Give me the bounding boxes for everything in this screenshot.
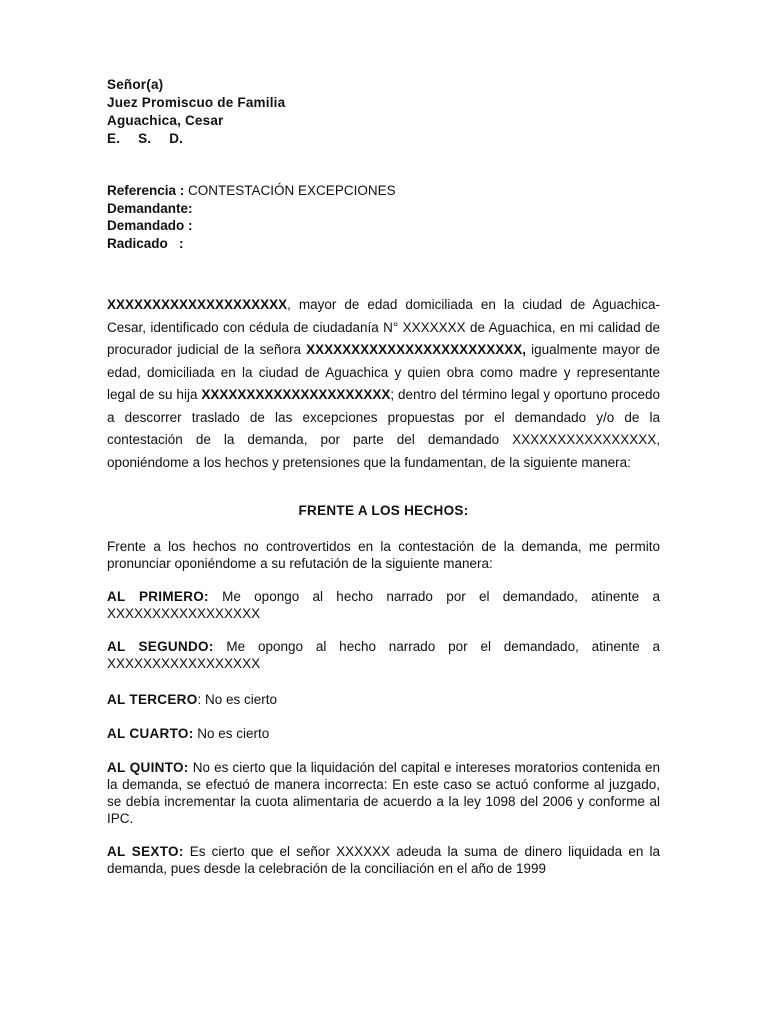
- fact-label: AL PRIMERO:: [107, 589, 209, 604]
- client-name: XXXXXXXXXXXXXXXXXXXXXXXX,: [306, 342, 526, 357]
- fact-item-second: [107, 638, 660, 672]
- addressee-judge: Juez Promiscuo de Familia: [107, 95, 286, 110]
- fact-item-fifth: [107, 759, 660, 827]
- filing-number-separator: :: [167, 235, 184, 251]
- reference-block: [107, 182, 660, 252]
- fact-label: AL CUARTO:: [107, 726, 194, 741]
- plaintiff-line: [107, 200, 660, 218]
- fact-text: Me opongo al hecho narrado por el demandado, atinente a XXXXXXXXXXXXXXXXX: [107, 589, 660, 621]
- reference-line: [107, 182, 660, 200]
- filing-number-label: Radicado: [107, 235, 168, 251]
- addressee-salutation: Señor(a): [107, 77, 164, 92]
- fact-label: AL SEGUNDO:: [107, 639, 214, 654]
- defendant-label: Demandado :: [107, 218, 193, 233]
- reference-value: CONTESTACIÓN EXCEPCIONES: [188, 183, 396, 198]
- fact-item-third: [107, 691, 660, 708]
- intro-paragraph: [107, 294, 660, 474]
- reference-separator: :: [176, 183, 189, 198]
- fact-text: Es cierto que el señor XXXXXX adeuda la suma de dinero liquidada en la demanda, pues desde la celebración de la conciliación en el año de 1999: [107, 844, 660, 876]
- plaintiff-label: Demandante:: [107, 200, 193, 216]
- document-page: [107, 76, 660, 877]
- addressee-esd: E. S. D.: [107, 131, 184, 146]
- section-title: FRENTE A LOS HECHOS:: [298, 503, 469, 518]
- addressee-block: [107, 76, 660, 148]
- fact-item-first: [107, 588, 660, 622]
- defendant-line: [107, 217, 660, 235]
- reference-label: Referencia: [107, 183, 177, 198]
- fact-text: : No es cierto: [197, 692, 278, 707]
- fact-text: Me opongo al hecho narrado por el demandado, atinente a XXXXXXXXXXXXXXXXX: [107, 639, 660, 671]
- addressee-city: Aguachica, Cesar: [107, 113, 224, 128]
- fact-label: AL TERCERO: [107, 692, 198, 707]
- filing-number-line: [107, 235, 660, 253]
- daughter-name: XXXXXXXXXXXXXXXXXXXXX: [201, 387, 391, 402]
- fact-label: AL SEXTO:: [107, 844, 184, 859]
- facts-preamble: Frente a los hechos no controvertidos en la contestación de la demanda, me permito pronunciar oponiéndome a su refutación de la siguiente manera:: [107, 539, 660, 571]
- intro-text-1: , mayor de edad domiciliada en la ciudad de Aguachica-Cesar, identificado con cédula de ciudadanía N° XXXXXXX de Aguachica, en mi calidad de procurador judicial de la señora: [107, 297, 660, 357]
- fact-text: No es cierto que la liquidación del capital e intereses moratorios contenida en la demanda, se efectuó de manera incorrecta: En este caso se actuó conforme al juzgado, se debía incrementar la cuota alimentaria de acuerdo a la ley 1098 del 2006 y conforme al IPC.: [107, 760, 660, 826]
- fact-item-sixth: [107, 843, 660, 877]
- fact-label: AL QUINTO:: [107, 760, 189, 775]
- attorney-name: XXXXXXXXXXXXXXXXXXXX: [107, 297, 288, 312]
- fact-item-fourth: [107, 725, 660, 742]
- fact-text: No es cierto: [193, 726, 270, 741]
- intro-text-2: igualmente mayor de edad, domiciliada en la ciudad de Aguachica y quien obra como madre y representante legal de su hija: [107, 342, 660, 402]
- intro-text-3: ; dentro del término legal y oportuno procedo a descorrer traslado de las excepciones propuestas por el demandado y/o de la contestación de la demanda, por parte del demandado XXXXXXXXXXXXXXXX, oponiéndome a los hechos y pretensiones que la fundamentan, de la siguiente manera:: [107, 387, 660, 470]
